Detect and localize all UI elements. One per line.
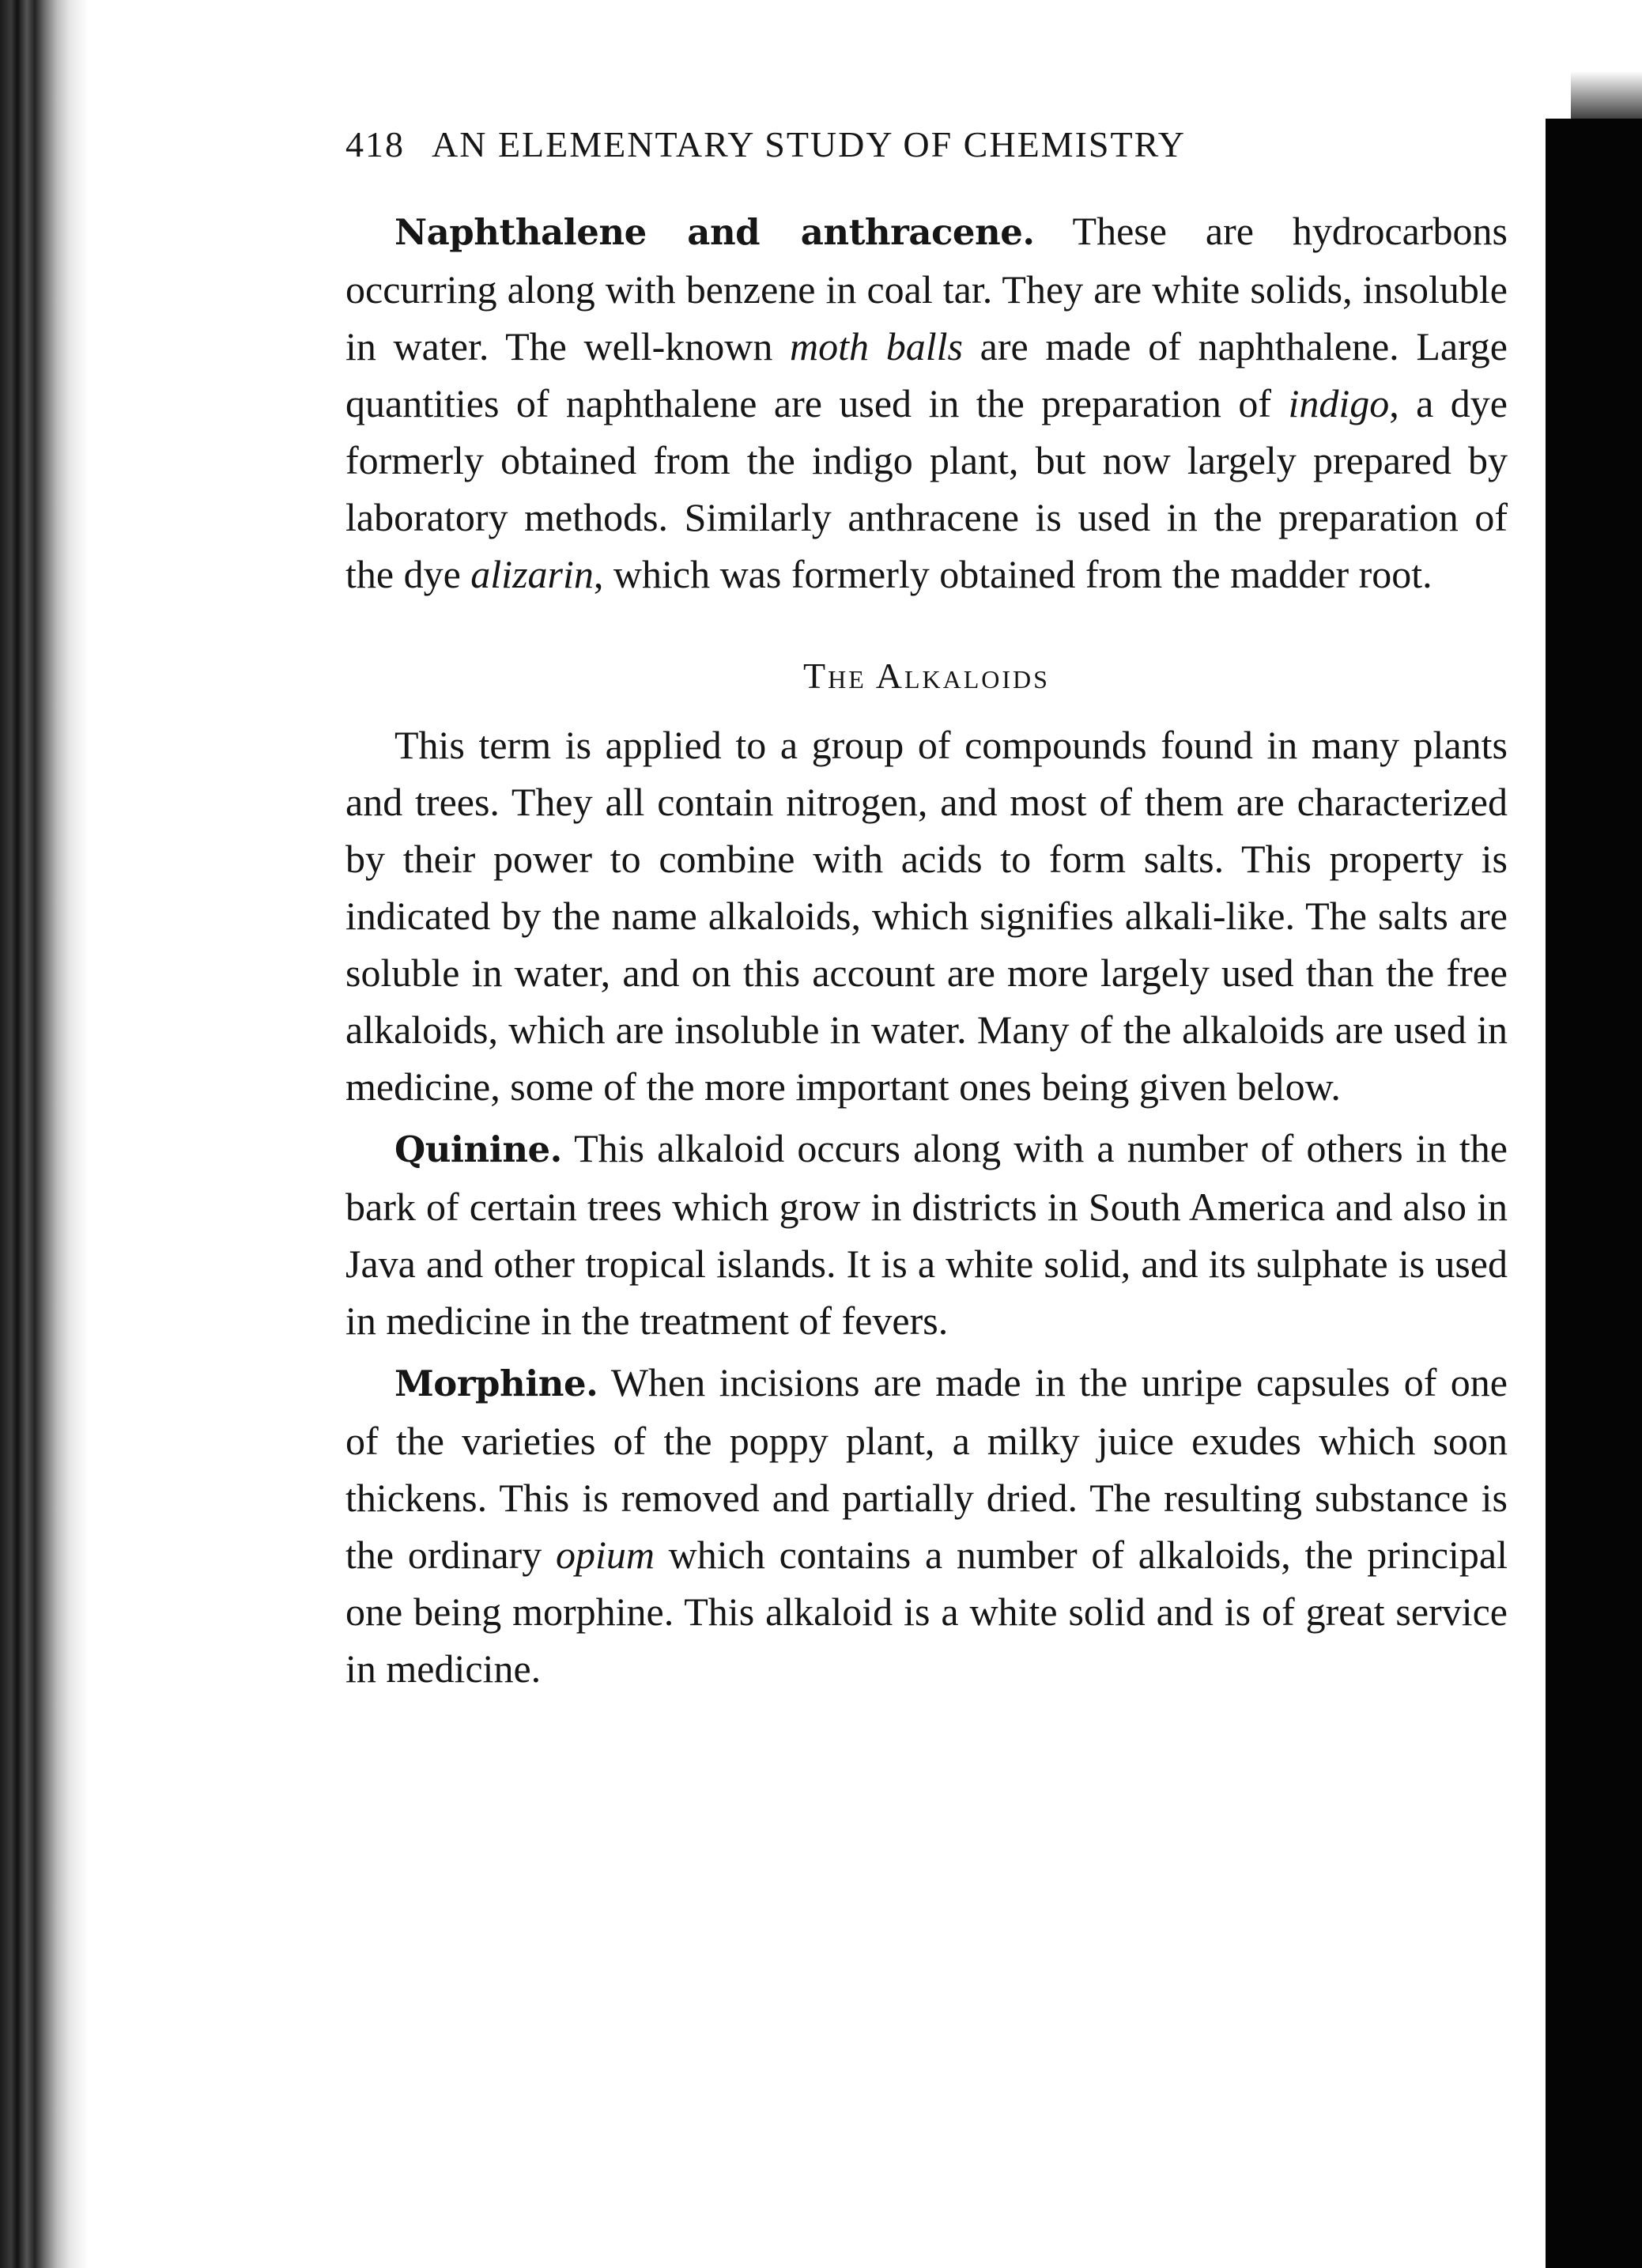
- paragraph-lead-quinine: Quinine.: [394, 1128, 562, 1170]
- paragraph-text: which contains a number of alkaloids, the principal one being morphine. This alkaloid is a white solid and is of great service in medicine.: [345, 1533, 1508, 1691]
- paragraph-text: are made of naphthalene. Large quantities of naphthalene are used in the preparation of: [345, 324, 1508, 425]
- paragraph-text: This alkaloid occurs along with a number of others in the bark of certain trees which grow in districts in South America and also in Java and other tropical islands. It is a white solid, and its sulphate is used in medicine in the treatment of fevers.: [345, 1126, 1508, 1343]
- scan-edge-right-top: [1571, 0, 1642, 127]
- page-number: 418: [345, 124, 405, 164]
- book-page: [345, 124, 1508, 1697]
- running-head: [345, 124, 1508, 164]
- paragraph-alkaloids-intro: This term is applied to a group of compounds found in many plants and trees. They all contain nitrogen, and most of them are characterized by their power to combine with acids to form salts. This property is indicated by the name alkaloids, which signifies alkali-like. The salts are soluble in water, and on this account are more largely used than the free alkaloids, which are insoluble in water. Many of the alkaloids are used in medicine, some of the more important ones being given below.: [345, 723, 1508, 1109]
- running-title: AN ELEMENTARY STUDY OF CHEMISTRY: [432, 124, 1186, 164]
- paragraph-text: , a dye formerly obtained from the indigo plant, but now largely prepared by laboratory methods. Similarly anthracene is used in the preparation of the dye: [345, 381, 1508, 596]
- scan-edge-left: [0, 0, 89, 2268]
- scan-edge-right: [1546, 119, 1642, 2268]
- italic-term-alizarin: alizarin: [470, 552, 594, 596]
- paragraph-text: These are hydrocarbons occurring along with benzene in coal tar. They are white solids, insoluble in water. The well-known: [345, 209, 1508, 369]
- paragraph-naphthalene: [345, 202, 1508, 603]
- italic-term-indigo: indigo: [1288, 381, 1390, 425]
- paragraph-text: When incisions are made in the unripe capsules of one of the varieties of the poppy plant, a milky juice exudes which soon thickens. This is removed and partially dried. The resulting substance is the ordinary: [345, 1360, 1508, 1577]
- paragraph-lead-naphthalene: Naphthalene and anthracene.: [394, 211, 1035, 253]
- paragraph-lead-morphine: Morphine.: [394, 1363, 598, 1404]
- paragraph-quinine: [345, 1120, 1508, 1349]
- section-heading-alkaloids: The Alkaloids: [803, 656, 1050, 696]
- paragraph-morphine: [345, 1354, 1508, 1697]
- italic-term-moth-balls: moth balls: [790, 324, 963, 369]
- italic-term-opium: opium: [555, 1533, 655, 1577]
- paragraph-text: , which was formerly obtained from the madder root.: [593, 552, 1433, 596]
